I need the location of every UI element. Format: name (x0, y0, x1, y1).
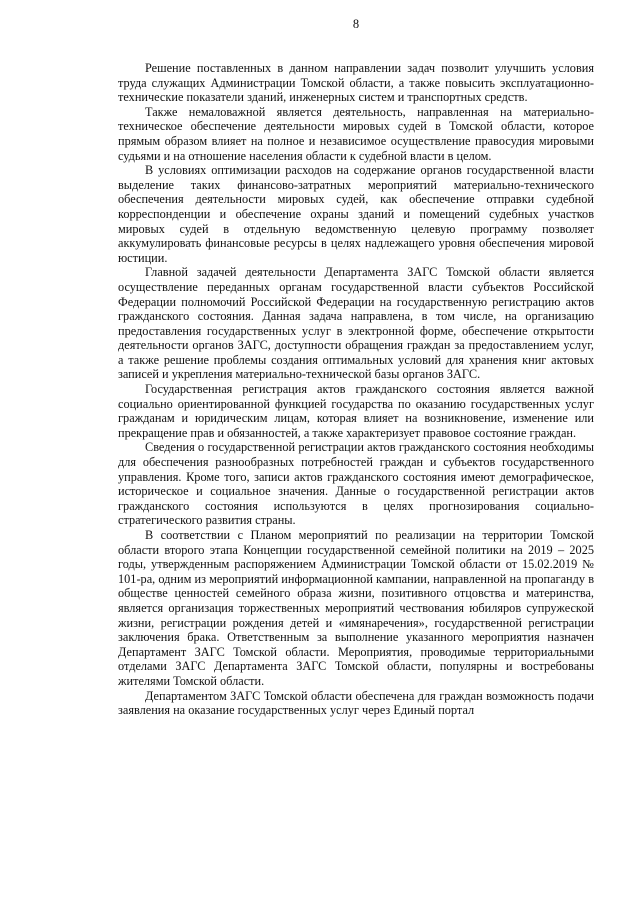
paragraph-1: Решение поставленных в данном направлении задач позволит улучшить условия труда служащих Администрации Томской области, а также повысить эксплуатационно-технические показатели зданий, инженерных систем и транспортных средств. (118, 61, 594, 105)
paragraph-2: Также немаловажной является деятельность, направленная на материально-техническое обеспечение деятельности мировых судей в Томской области, которое прямым образом влияет на полное и независимое осуществление правосудия мировыми судьями и на отношение населения области к судебной власти в целом. (118, 104, 594, 163)
paragraph-7: В соответствии с Планом мероприятий по реализации на территории Томской области второго этапа Концепции государственной семейной политики на 2019 – 2025 годы, утвержденным распоряжением Администрации Томской области от 15.02.2019 № 101-ра, одним из мероприятий информационной кампании, направленной на пропаганду в обществе ценностей семейного образа жизни, позитивного отцовства и материнства, является организация торжественных мероприятий чествования юбиляров супружеской жизни, регистрации рождения детей и «имянаречения», государственной регистрации заключения брака. Ответственным за выполнение указанного мероприятия назначен Департамент ЗАГС Томской области. Мероприятия, проводимые территориальными отделами ЗАГС Департамента ЗАГС Томской области, популярны и востребованы жителями Томской области. (118, 528, 594, 688)
paragraph-4: Главной задачей деятельности Департамента ЗАГС Томской области является осуществление переданных органам государственной власти субъектов Российской Федерации полномочий Российской Федерации на государственную регистрацию актов гражданского состояния. Данная задача направлена, в том числе, на организацию предоставления государственных услуг в электронной форме, обеспечение открытости деятельности органов ЗАГС, доступности обращения граждан за предоставлением услуг, а также решение проблемы создания оптимальных условий для хранения книг актовых записей и укрепления материально-технической базы органов ЗАГС. (118, 265, 594, 382)
page-number: 8 (352, 17, 360, 31)
paragraph-5: Государственная регистрация актов гражданского состояния является важной социально ориентированной функцией государства по оказанию государственных услуг гражданам и юридическим лицам, которая влияет на возникновение, изменение или прекращение прав и обязанностей, а также характеризует правовое состояние граждан. (118, 382, 594, 440)
paragraph-6: Сведения о государственной регистрации актов гражданского состояния необходимы для обеспечения разнообразных потребностей граждан и субъектов государственного управления. Кроме того, записи актов гражданского состояния имеют демографическое, историческое и социальное значения. Данные о государственной регистрации актов гражданского состояния используются в целях прогнозирования социально-стратегического развития страны. (118, 440, 594, 528)
paragraph-8: Департаментом ЗАГС Томской области обеспечена для граждан возможность подачи заявления на оказание государственных услуг через Единый портал (118, 688, 594, 718)
document-page (118, 16, 594, 718)
paragraph-3: В условиях оптимизации расходов на содержание органов государственной власти выделение таких финансово-затратных мероприятий материально-технического обеспечения деятельности мировых судей, как обеспечение отправки судебной корреспонденции и обеспечение охраны зданий и помещений судебных участков мировых судей в отдельную ведомственную целевую программу позволяет аккумулировать финансовые ресурсы в целях надлежащего уровня обеспечения мировой юстиции. (118, 163, 594, 265)
